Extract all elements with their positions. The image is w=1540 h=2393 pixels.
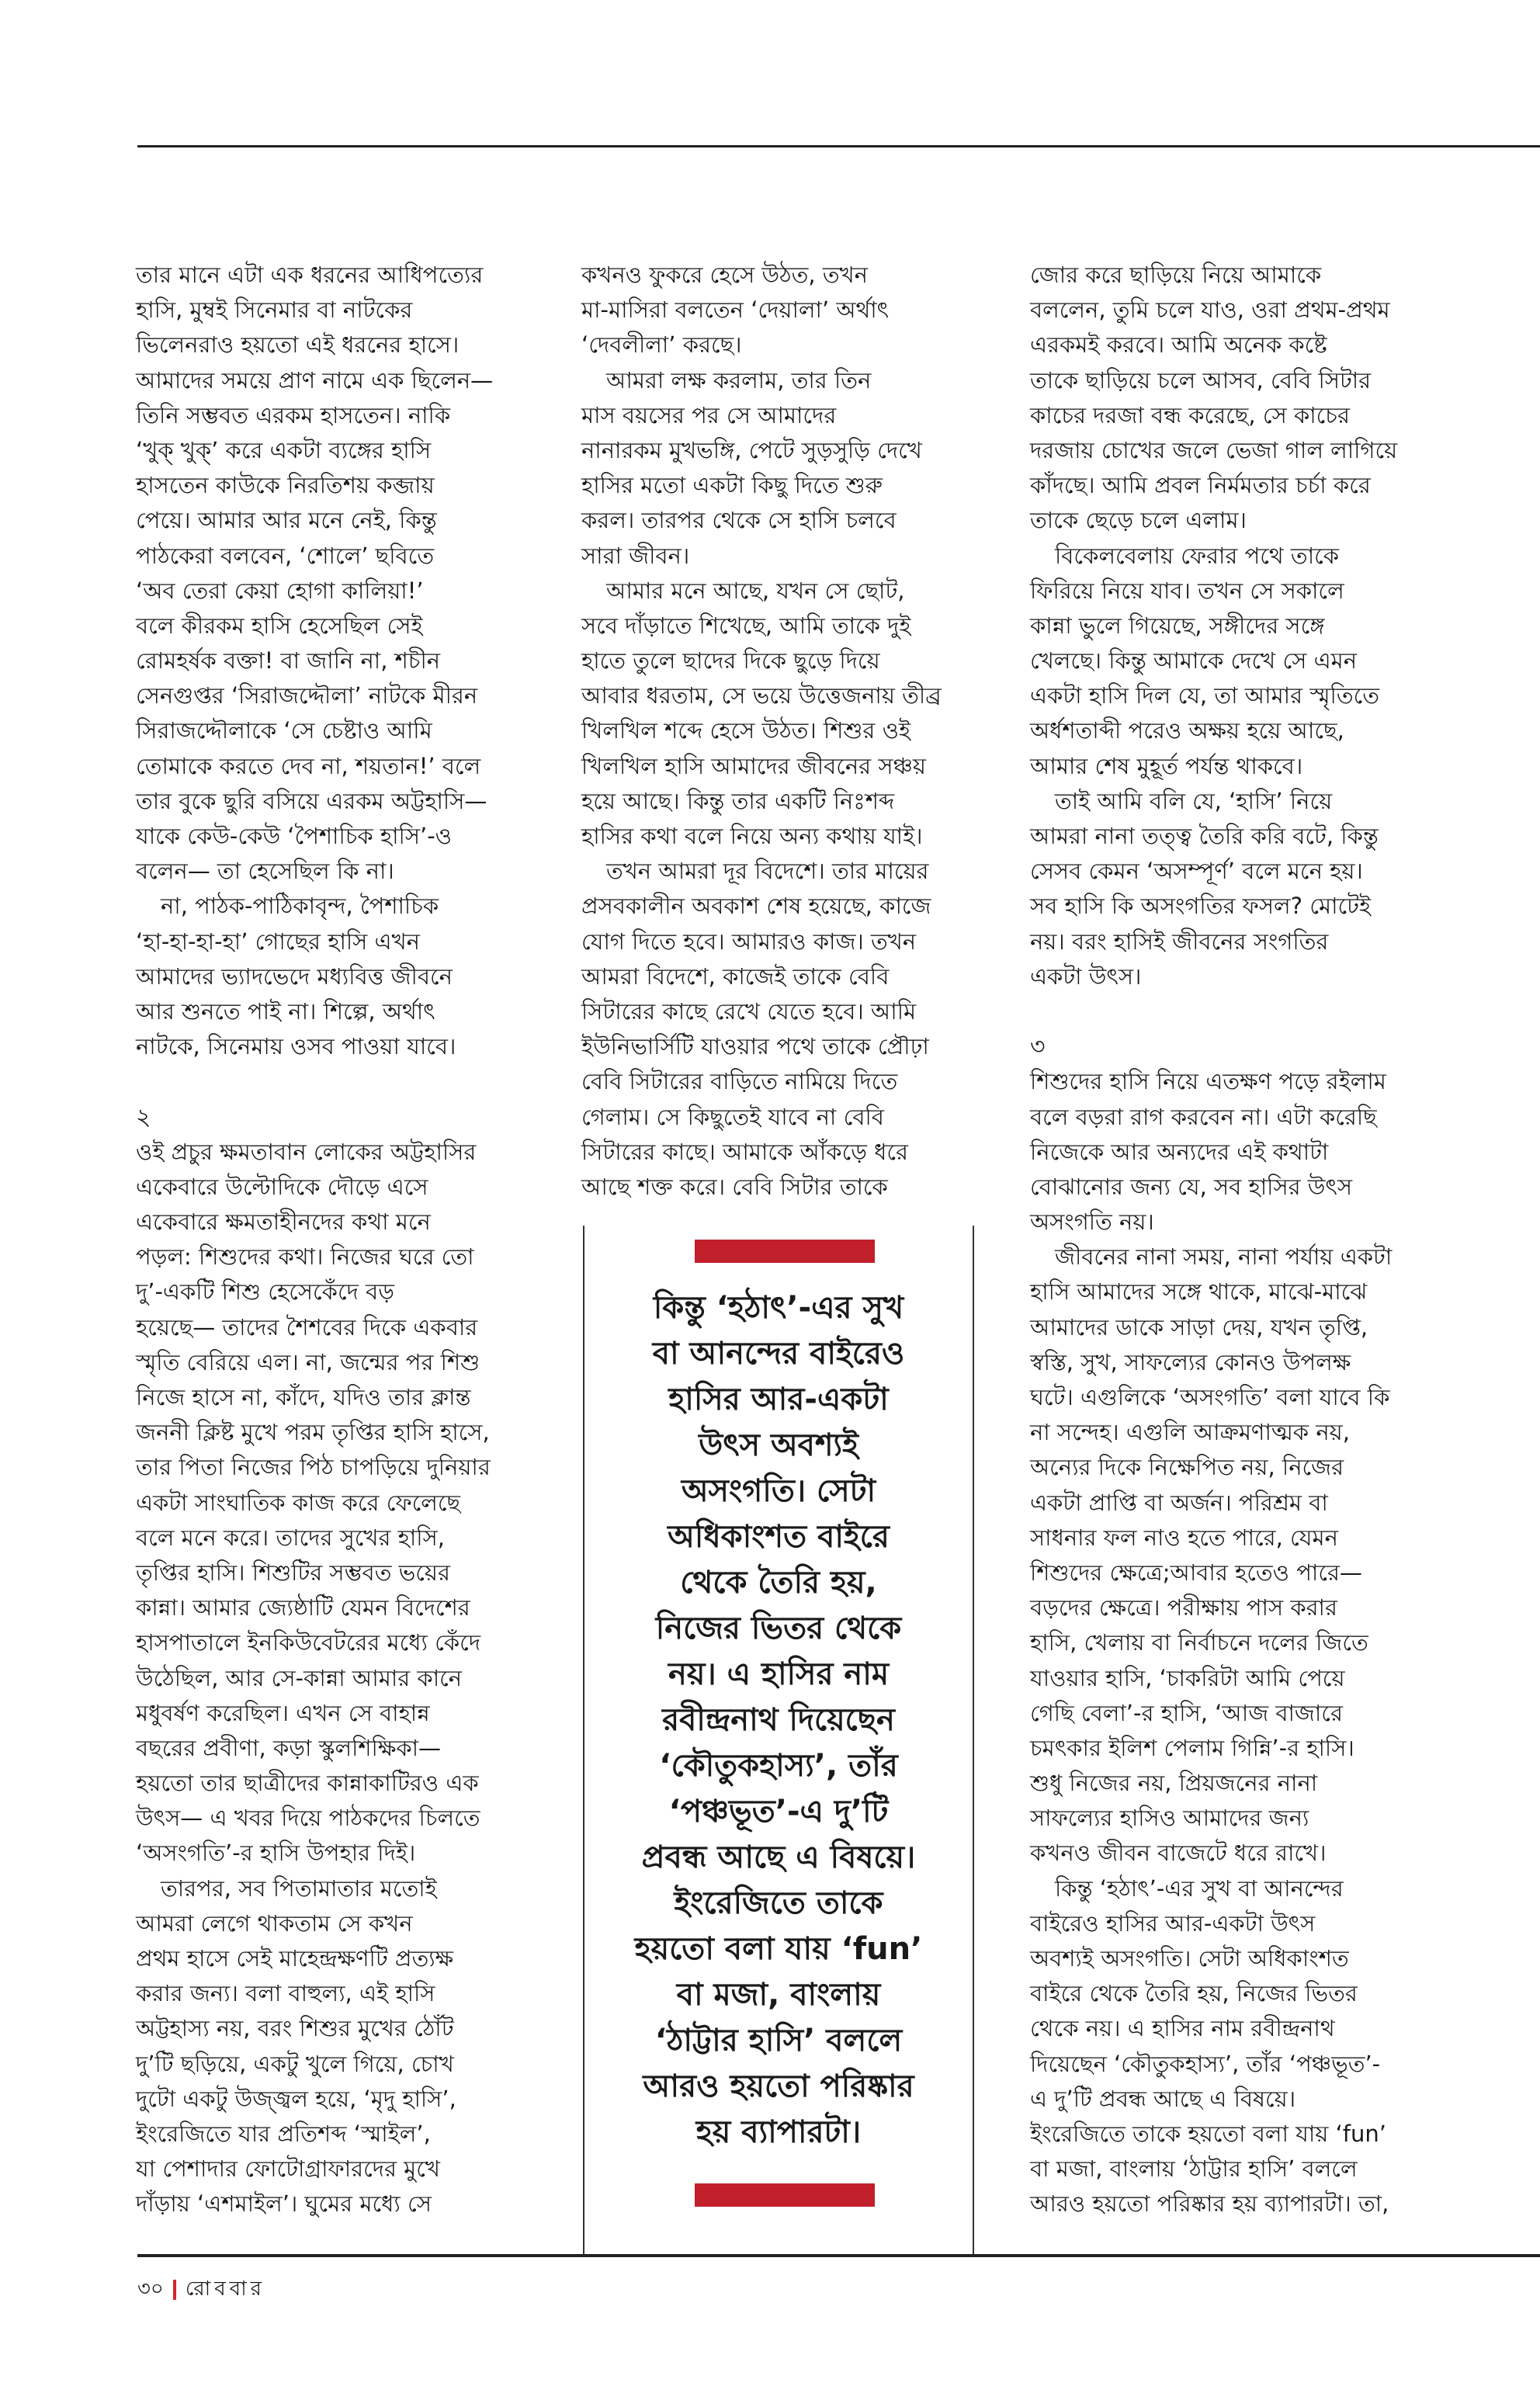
- text-line: তোমাকে করতে দেব না, শয়তান!’ বলে: [136, 752, 481, 779]
- text-line: আমাদের ভ্যাদভেদে মধ্যবিত্ত জীবনে: [136, 962, 453, 990]
- text-line: নাটকে, সিনেমায় ওসব পাওয়া যাবে।: [136, 1033, 456, 1060]
- article-column-2: [581, 258, 954, 1205]
- top-rule: [137, 145, 1540, 147]
- text-line: মা-মাসিরা বলতেন ‘দেয়ালা’ অর্থাৎ: [581, 297, 890, 324]
- publication-name: রোববার: [185, 2277, 265, 2301]
- text-line: গেছি বেলা’-র হাসি, ‘আজ বাজারে: [1030, 1699, 1343, 1726]
- text-line: আমরা লক্ষ করলাম, তার তিন: [606, 366, 872, 394]
- text-line: সিটারের কাছে রেখে যেতে হবে। আমি: [581, 997, 917, 1025]
- text-line: বলে কীরকম হাসি হেসেছিল সেই: [136, 612, 423, 639]
- text-line: প্রথম হাসে সেই মাহেন্দ্রক্ষণটি প্রত্যক্ষ: [136, 1945, 454, 1972]
- footer-divider: [173, 2280, 176, 2300]
- text-line: দিয়েছেন ‘কৌতুকহাস্য’, তাঁর ‘পঞ্চভূত’-: [1030, 2050, 1381, 2077]
- text-line: বেবি সিটারের বাড়িতে নামিয়ে দিতে: [581, 1068, 898, 1095]
- text-line: তাকে ছাড়িয়ে চলে আসব, বেবি সিটার: [1030, 366, 1372, 394]
- text-line: বা মজা, বাংলায় ‘ঠাট্টার হাসি’ বললে: [1030, 2155, 1358, 2183]
- text-line: উৎস— এ খবর দিয়ে পাঠকদের চিলতে: [136, 1805, 480, 1832]
- text-line: জোর করে ছাড়িয়ে নিয়ে আমাকে: [1030, 262, 1322, 288]
- text-line: তখন আমরা দূর বিদেশে। তার মায়ের: [606, 858, 929, 885]
- text-line: ‘ঠাট্টার হাসি’ বললে: [654, 2023, 903, 2058]
- text-line: অন্যের দিকে নিক্ষেপিত নয়, নিজের: [1030, 1454, 1344, 1481]
- text-line: বাইরেও হাসির আর-একটা উৎস: [1030, 1909, 1316, 1937]
- text-line: নানারকম মুখভঙ্গি, পেটে সুড়সুড়ি দেখে: [581, 436, 922, 463]
- text-line: সিটারের কাছে। আমাকে আঁকড়ে ধরে: [581, 1138, 909, 1165]
- text-line: দু’-একটি শিশু হেসেকেঁদে বড়: [136, 1278, 394, 1306]
- text-line: বড়দের ক্ষেত্রে। পরীক্ষায় পাস করার: [1030, 1594, 1337, 1621]
- text-line: সারা জীবন।: [581, 542, 690, 569]
- text-line: একেবারে উল্টোদিকে দৌড়ে এসে: [136, 1173, 428, 1200]
- text-line: রোমহর্ষক বক্তা! বা জানি না, শচীন: [136, 647, 441, 675]
- text-line: ঘটে। এগুলিকে ‘অসংগতি’ বলা যাবে কি: [1030, 1384, 1390, 1410]
- text-line: পেয়ে। আমার আর মনে নেই, কিন্তু: [136, 507, 437, 534]
- text-line: প্রবন্ধ আছে এ বিষয়ে।: [641, 1840, 916, 1875]
- text-line: বললেন, তুমি চলে যাও, ওরা প্রথম-প্রথম: [1030, 297, 1390, 324]
- text-line: হাসি, মুম্বই সিনেমার বা নাটকের: [136, 297, 413, 324]
- text-line: তারপর, সব পিতামাতার মতোই: [161, 1875, 437, 1902]
- text-line: আমরা নানা তত্ত্ব তৈরি করি বটে, কিন্তু: [1030, 823, 1379, 849]
- text-line: হয়তো তার ছাত্রীদের কান্নাকাটিরও এক: [136, 1770, 479, 1797]
- text-line: যাওয়ার হাসি, ‘চাকরিটা আমি পেয়ে: [1030, 1664, 1345, 1691]
- text-line: তৃপ্তির হাসি। শিশুটির সম্ভবত ভয়ের: [136, 1559, 450, 1586]
- text-line: ‘অসংগতি’-র হাসি উপহার দিই।: [136, 1840, 416, 1867]
- text-line: সিরাজদ্দৌলাকে ‘সে চেষ্টাও আমি: [136, 717, 432, 744]
- text-line: কান্না ভুলে গিয়েছে, সঙ্গীদের সঙ্গে: [1030, 612, 1325, 639]
- text-line: হয়েছে— তাদের শৈশবের দিকে একবার: [136, 1313, 478, 1340]
- text-line: একটা উৎস।: [1030, 962, 1142, 990]
- text-line: বলে মনে করে। তাদের সুখের হাসি,: [136, 1524, 445, 1551]
- text-line: অসংগতি নয়।: [1030, 1209, 1154, 1236]
- text-line: অসংগতি। সেটা: [681, 1473, 876, 1509]
- text-line: রবীন্দ্রনাথ দিয়েছেন: [662, 1702, 895, 1738]
- text-line: শিশুদের ক্ষেত্রে;আবার হতেও পারে—: [1030, 1559, 1362, 1586]
- article-column-1: [136, 258, 524, 2222]
- text-line: করল। তারপর থেকে সে হাসি চলবে: [581, 507, 897, 534]
- text-line: ফিরিয়ে নিয়ে যাব। তখন সে সকালে: [1030, 577, 1344, 604]
- text-line: যা পেশাদার ফোটোগ্রাফারদের মুখে: [136, 2155, 440, 2183]
- text-line: ‘কৌতুকহাস্য’, তাঁর: [659, 1748, 898, 1784]
- text-line: বলে বড়রা রাগ করবেন না। এটা করেছি: [1030, 1103, 1377, 1130]
- text-line: মধুবর্ষণ করেছিল। এখন সে বাহান্ন: [136, 1699, 430, 1726]
- text-line: ইংরেজিতে তাকে হয়তো বলা যায় ‘fun’: [1030, 2120, 1386, 2147]
- text-line: আমাদের ডাকে সাড়া দেয়, যখন তৃপ্তি,: [1030, 1313, 1368, 1340]
- text-line: সেনগুপ্তর ‘সিরাজদ্দৌলা’ নাটকে মীরন: [136, 682, 478, 709]
- text-line: সাফল্যের হাসিও আমাদের জন্য: [1030, 1805, 1309, 1832]
- text-line: নিজেকে আর অন্যদের এই কথাটা: [1030, 1138, 1329, 1165]
- text-line: ভিলেনরাও হয়তো এই ধরনের হাসে।: [136, 331, 460, 359]
- text-line: হয়ে আছে। কিন্তু তার একটি নিঃশব্দ: [581, 787, 895, 814]
- section-number: ২: [136, 1103, 151, 1131]
- pull-quote-bottom-bar: [695, 2183, 875, 2207]
- text-line: একেবারে ক্ষমতাহীনদের কথা মনে: [136, 1209, 431, 1236]
- text-line: কিন্তু ‘হঠাৎ’-এর সুখ বা আনন্দের: [1055, 1875, 1344, 1902]
- text-line: কাচের দরজা বন্ধ করেছে, সে কাচের: [1030, 401, 1350, 428]
- text-line: পড়ল: শিশুদের কথা। নিজের ঘরে তো: [136, 1243, 474, 1271]
- bottom-rule: [137, 2254, 1540, 2257]
- text-line: খিলখিল শব্দে হেসে উঠত। শিশুর ওই: [581, 717, 910, 744]
- text-line: শিশুদের হাসি নিয়ে এতক্ষণ পড়ে রইলাম: [1030, 1068, 1386, 1095]
- text-line: গেলাম। সে কিছুতেই যাবে না বেবি: [581, 1103, 884, 1130]
- text-line: কিন্তু ‘হঠাৎ’-এর সুখ: [653, 1290, 904, 1326]
- text-line: হাসপাতালে ইনকিউবেটরের মধ্যে কেঁদে: [136, 1629, 481, 1656]
- text-line: না সন্দেহ। এগুলি আক্রমণাত্মক নয়,: [1030, 1419, 1350, 1446]
- text-line: জননী ক্লিষ্ট মুখে পরম তৃপ্তির হাসি হাসে,: [136, 1419, 490, 1446]
- text-line: অট্টহাস্য নয়, বরং শিশুর মুখের ঠোঁট: [136, 2015, 454, 2042]
- text-line: ‘অব তেরা কেয়া হোগা কালিয়া!’: [136, 577, 424, 604]
- text-line: সাধনার ফল নাও হতে পারে, যেমন: [1030, 1524, 1338, 1551]
- text-line: ইউনিভার্সিটি যাওয়ার পথে তাকে প্রৌঢ়া: [581, 1033, 929, 1060]
- text-line: [1030, 994, 1434, 1029]
- text-line: আমার শেষ মুহূর্ত পর্যন্ত থাকবে।: [1030, 752, 1303, 779]
- text-line: কাঁদছে। আমি প্রবল নির্মমতার চর্চা করে: [1030, 472, 1371, 499]
- text-line: বোঝানোর জন্য যে, সব হাসির উৎস: [1030, 1173, 1353, 1200]
- text-line: [136, 1064, 524, 1099]
- text-line: স্বস্তি, সুখ, সাফল্যের কোনও উপলক্ষ: [1030, 1348, 1351, 1375]
- page-footer: [137, 2273, 265, 2307]
- text-line: থেকে তৈরি হয়,: [680, 1565, 877, 1601]
- text-line: হাতে তুলে ছাদের দিকে ছুড়ে দিয়ে: [581, 647, 880, 675]
- text-line: একটা প্রাপ্তি বা অর্জন। পরিশ্রম বা: [1030, 1489, 1328, 1516]
- text-line: আমাদের সময়ে প্রাণ নামে এক ছিলেন—: [136, 366, 494, 394]
- text-line: বাইরে থেকে তৈরি হয়, নিজের ভিতর: [1030, 1980, 1358, 2007]
- text-line: বলেন— তা হেসেছিল কি না।: [136, 858, 394, 885]
- text-line: আমরা লেগে থাকতাম সে কখন: [136, 1909, 413, 1937]
- text-line: আমার মনে আছে, যখন সে ছোট,: [606, 577, 905, 604]
- text-line: কখনও জীবন বাজেটে ধরে রাখে।: [1030, 1840, 1327, 1867]
- text-line: তিনি সম্ভবত এরকম হাসতেন। নাকি: [136, 401, 451, 428]
- text-line: বিকেলবেলায় ফেরার পথে তাকে: [1055, 542, 1340, 569]
- text-line: একটা সাংঘাতিক কাজ করে ফেলেছে: [136, 1489, 461, 1516]
- section-number: ৩: [1030, 1033, 1046, 1061]
- text-line: হাসতেন কাউকে নিরতিশয় কব্জায়: [136, 472, 435, 499]
- text-line: করার জন্য। বলা বাহুল্য, এই হাসি: [136, 1980, 435, 2007]
- text-line: অর্ধশতাব্দী পরেও অক্ষয় হয়ে আছে,: [1030, 717, 1344, 744]
- pull-quote: [584, 1285, 973, 2155]
- text-line: কান্না। আমার জ্যেষ্ঠাটি যেমন বিদেশের: [136, 1594, 470, 1621]
- text-line: পাঠকেরা বলবেন, ‘শোলে’ ছবিতে: [136, 542, 435, 569]
- text-line: মাস বয়সের পর সে আমাদের: [581, 401, 837, 428]
- page-number: ৩০: [137, 2277, 164, 2301]
- text-line: হাসির কথা বলে নিয়ে অন্য কথায় যাই।: [581, 823, 923, 849]
- text-line: নয়। এ হাসির নাম: [668, 1656, 890, 1692]
- text-line: ‘খুক্ খুক্’ করে একটা ব্যঙ্গের হাসি: [136, 436, 432, 463]
- text-line: হাসি, খেলায় বা নির্বাচনে দলের জিতে: [1030, 1629, 1368, 1656]
- text-line: চমৎকার ইলিশ পেলাম গিন্নি’-র হাসি।: [1030, 1734, 1354, 1761]
- text-line: বা আনন্দের বাইরেও: [652, 1336, 905, 1372]
- text-line: আবার ধরতাম, সে ভয়ে উত্তেজনায় তীব্র: [581, 682, 942, 709]
- text-line: ওই প্রচুর ক্ষমতাবান লোকের অট্টহাসির: [136, 1138, 477, 1165]
- text-line: তার পিতা নিজের পিঠ চাপড়িয়ে দুনিয়ার: [136, 1454, 491, 1481]
- text-line: হয় ব্যাপারটা।: [695, 2114, 862, 2150]
- text-line: তার মানে এটা এক ধরনের আধিপত্যের: [136, 262, 484, 288]
- text-line: থেকে নয়। এ হাসির নাম রবীন্দ্রনাথ: [1030, 2015, 1335, 2042]
- text-line: বা মজা, বাংলায়: [676, 1977, 881, 2013]
- text-line: আর শুনতে পাই না। শিল্পে, অর্থাৎ: [136, 997, 435, 1025]
- text-line: আমরা বিদেশে, কাজেই তাকে বেবি: [581, 962, 890, 990]
- text-line: একটা হাসি দিল যে, তা আমার স্মৃতিতে: [1030, 682, 1380, 709]
- text-line: দু’টি ছড়িয়ে, একটু খুলে গিয়ে, চোখ: [136, 2050, 454, 2077]
- text-line: সবে দাঁড়াতে শিখেছে, আমি তাকে দুই: [581, 612, 911, 639]
- text-line: হয়তো বলা যায় ‘fun’: [634, 1931, 923, 1967]
- text-line: স্মৃতি বেরিয়ে এল। না, জন্মের পর শিশু: [136, 1348, 480, 1375]
- pull-quote-top-bar: [695, 1240, 875, 1263]
- pull-quote-right-rule: [973, 1226, 974, 2256]
- text-line: দুটো একটু উজ্জ্বল হয়ে, ‘মৃদু হাসি’,: [136, 2085, 456, 2112]
- text-line: অধিকাংশত বাইরে: [668, 1519, 890, 1555]
- text-line: ইংরেজিতে তাকে: [674, 1885, 883, 1921]
- text-line: সব হাসি কি অসংগতির ফসল? মোটেই: [1030, 893, 1372, 920]
- text-line: খেলছে। কিন্তু আমাকে দেখে সে এমন: [1030, 647, 1358, 675]
- text-line: দরজায় চোখের জলে ভেজা গাল লাগিয়ে: [1030, 436, 1398, 463]
- text-line: আরও হয়তো পরিষ্কার হয় ব্যাপারটা। তা,: [1030, 2190, 1389, 2218]
- text-line: আরও হয়তো পরিষ্কার: [643, 2069, 914, 2104]
- text-line: তাই আমি বলি যে, ‘হাসি’ নিয়ে: [1055, 787, 1333, 814]
- text-line: যাকে কেউ-কেউ ‘পৈশাচিক হাসি’-ও: [136, 823, 453, 849]
- text-line: হাসির মতো একটা কিছু দিতে শুরু: [581, 472, 883, 499]
- text-line: এরকমই করবে। আমি অনেক কষ্টে: [1030, 331, 1327, 359]
- text-line: নয়। বরং হাসিই জীবনের সংগতির: [1030, 928, 1329, 955]
- text-line: ‘দেবলীলা’ করছে।: [581, 331, 742, 359]
- text-line: শুধু নিজের নয়, প্রিয়জনের নানা: [1030, 1770, 1318, 1797]
- text-line: নিজে হাসে না, কাঁদে, যদিও তার ক্লান্ত: [136, 1384, 471, 1410]
- article-column-3: [1030, 258, 1434, 2222]
- text-line: তাকে ছেড়ে চলে এলাম।: [1030, 507, 1247, 534]
- text-line: দাঁড়ায় ‘এশমাইল’। ঘুমের মধ্যে সে: [136, 2190, 432, 2218]
- text-line: অবশ্যই অসংগতি। সেটা অধিকাংশত: [1030, 1945, 1349, 1972]
- text-line: বছরের প্রবীণা, কড়া স্কুলশিক্ষিকা—: [136, 1734, 442, 1761]
- text-line: না, পাঠক-পাঠিকাবৃন্দ, পৈশাচিক: [161, 893, 439, 920]
- text-line: যোগ দিতে হবে। আমারও কাজ। তখন: [581, 928, 917, 955]
- text-line: ইংরেজিতে যার প্রতিশব্দ ‘স্মাইল’,: [136, 2120, 431, 2147]
- text-line: উঠেছিল, আর সে-কান্না আমার কানে: [136, 1664, 463, 1691]
- text-line: সেসব কেমন ‘অসম্পূর্ণ’ বলে মনে হয়।: [1030, 858, 1363, 885]
- text-line: উৎস অবশ্যই: [699, 1427, 858, 1463]
- text-line: তার বুকে ছুরি বসিয়ে এরকম অট্টহাসি—: [136, 787, 487, 814]
- text-line: আছে শক্ত করে। বেবি সিটার তাকে: [581, 1173, 888, 1200]
- text-line: হাসির আর-একটা: [668, 1382, 889, 1417]
- text-line: জীবনের নানা সময়, নানা পর্যায় একটা: [1055, 1243, 1393, 1271]
- text-line: হাসি আমাদের সঙ্গে থাকে, মাঝে-মাঝে: [1030, 1278, 1368, 1306]
- text-line: কখনও ফুকরে হেসে উঠত, তখন: [581, 262, 868, 288]
- text-line: খিলখিল হাসি আমাদের জীবনের সঞ্চয়: [581, 752, 926, 779]
- text-line: প্রসবকালীন অবকাশ শেষ হয়েছে, কাজে: [581, 893, 931, 920]
- text-line: নিজের ভিতর থেকে: [655, 1611, 902, 1646]
- text-line: ‘হা-হা-হা-হা’ গোছের হাসি এখন: [136, 928, 420, 955]
- text-line: এ দু’টি প্রবন্ধ আছে এ বিষয়ে।: [1030, 2085, 1296, 2112]
- text-line: ‘পঞ্চভূত’-এ দু’টি: [668, 1794, 889, 1829]
